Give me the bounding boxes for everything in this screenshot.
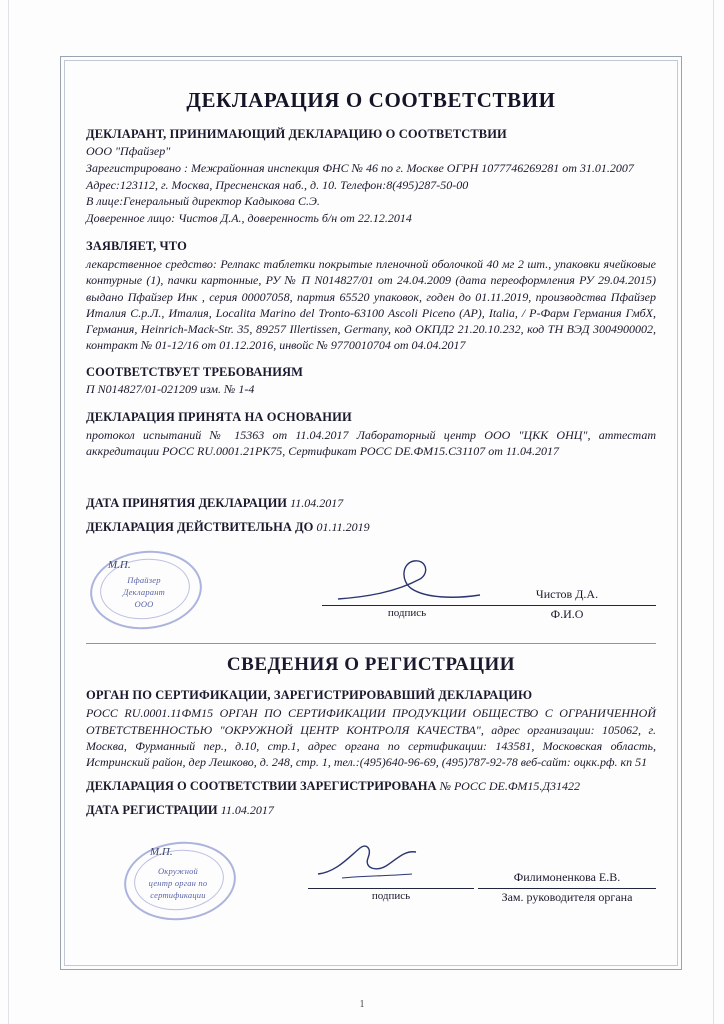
declares-heading: ЗАЯВЛЯЕТ, ЧТО [86, 239, 187, 254]
reg-stamp-line-3: сертификации [150, 890, 206, 901]
declarant-heading: ДЕКЛАРАНТ, ПРИНИМАЮЩИЙ ДЕКЛАРАЦИЮ О СООТВЕТСТВИИ [86, 127, 507, 141]
valid-until-row [86, 520, 656, 535]
declarant-trustee: Доверенное лицо: Чистов Д.А., доверенность б/н от 22.12.2014 [86, 211, 412, 226]
registered-row [86, 779, 656, 794]
signer-role: Ф.И.О [550, 607, 584, 622]
registered-value: № РОСС DE.ФМ15.Д31422 [439, 779, 581, 794]
declarant-person: В лице:Генеральный директор Кадыкова С.Э. [86, 194, 320, 209]
reg-stamp-line-2: центр орган по [148, 878, 208, 889]
date-accepted-value: 11.04.2017 [290, 496, 344, 511]
organ-heading: ОРГАН ПО СЕРТИФИКАЦИИ, ЗАРЕГИСТРИРОВАВШИЙ ДЕКЛАРАЦИЮ [86, 688, 533, 703]
registration-signer-role: Зам. руководителя органа [501, 890, 633, 905]
conforms-heading: СООТВЕТСТВУЕТ ТРЕБОВАНИЯМ [86, 365, 304, 380]
registration-signature-row [86, 842, 656, 916]
reg-date-value: 11.04.2017 [220, 803, 274, 818]
signature-mark [334, 553, 484, 607]
accepted-heading: ДЕКЛАРАЦИЯ ПРИНЯТА НА ОСНОВАНИИ [86, 410, 352, 425]
scan-edge-left [8, 0, 9, 1024]
declarant-block [86, 127, 656, 227]
registration-signature-caption: подпись [371, 890, 411, 903]
reg-date-label: ДАТА РЕГИСТРАЦИИ [86, 803, 218, 818]
page-number: 1 [359, 999, 365, 1010]
valid-until-value: 01.11.2019 [316, 520, 370, 535]
declares-block [86, 239, 656, 353]
signer-name: Чистов Д.А. [535, 587, 599, 602]
stamp-line-3: ООО [134, 599, 154, 610]
signature-caption: подпись [387, 607, 427, 620]
stamp-line-1: Пфайзер [127, 575, 161, 586]
stamp-mp-label: М.П. [108, 559, 131, 572]
registration-signature-mark [312, 838, 432, 884]
date-accepted-row [86, 496, 656, 511]
registration-signer-line [478, 888, 656, 889]
organ-text: РОСС RU.0001.11ФМ15 ОРГАН ПО СЕРТИФИКАЦИИ ПРОДУКЦИИ ОБЩЕСТВО С ОГРАНИЧЕННОЙ ОТВЕТСТВЕННОСТЬЮ "ОКРУЖНОЙ ЦЕНТР КОНТРОЛЯ КАЧЕСТВА", адрес организации: 105062, г. Москва, Фурманный пер., д.10, стр.1, адрес органа по сертификации: 143581, Московская область, Истринский район, дер Лешково, д. 248, стр. 1, тел.:(495)640-96-69, (495)787-92-78 веб-сайт: оцкк.рф. кп 51 [86, 706, 656, 770]
reg-stamp-line-1: Окружной [157, 866, 199, 877]
signer-line [478, 605, 656, 606]
registration-organ-block [86, 688, 656, 770]
declaration-signature-row [86, 553, 656, 627]
scan-edge-right [713, 0, 714, 1024]
conforms-text: П N014827/01-021209 изм. № 1-4 [86, 382, 255, 397]
stamp-line-2: Декларант [122, 587, 166, 598]
document-content [86, 78, 656, 916]
date-accepted-label: ДАТА ПРИНЯТИЯ ДЕКЛАРАЦИИ [86, 496, 288, 511]
reg-stamp-mp-label: М.П. [150, 846, 173, 859]
registered-label: ДЕКЛАРАЦИЯ О СООТВЕТСТВИИ ЗАРЕГИСТРИРОВАНА [86, 779, 437, 794]
declarant-stamp [82, 545, 206, 631]
section-divider [86, 643, 656, 644]
accepted-text: протокол испытаний № 15363 от 11.04.2017 Лабораторный центр ООО "ЦКК ОНЦ", аттестат аккредитации РОСС RU.0001.21РК75, Сертификат РОСС DE.ФМ15.С31107 от 11.04.2017 [86, 428, 656, 459]
registration-title: СВЕДЕНИЯ О РЕГИСТРАЦИИ [226, 654, 516, 676]
declarant-address: Адрес:123112, г. Москва, Пресненская наб., д. 10. Телефон:8(495)287-50-00 [86, 177, 469, 192]
valid-until-label: ДЕКЛАРАЦИЯ ДЕЙСТВИТЕЛЬНА ДО [86, 520, 314, 535]
conformance-block [86, 365, 656, 459]
declarant-name: ООО "Пфайзер" [86, 144, 171, 158]
registration-signer-name: Филимоненкова Е.В. [513, 870, 621, 885]
declarant-registration: Зарегистрировано : Межрайонная инспекция ФНС № 46 по г. Москве ОГРН 1077746269281 от 31.01.2007 [86, 160, 634, 175]
dates-block [86, 496, 656, 535]
registration-stamp [116, 836, 240, 922]
page-title: ДЕКЛАРАЦИЯ О СООТВЕТСТВИИ [186, 88, 556, 112]
signature-line [322, 605, 492, 606]
reg-date-row [86, 803, 656, 818]
registration-signature-line [308, 888, 474, 889]
product-description: лекарственное средство: Релпакс таблетки покрытые пленочной оболочкой 40 мг 2 шт., упаковки ячейковые контурные (1), пачки картонные, РУ № П N014827/01 от 24.04.2009 (дата переоформления РУ 29.04.2015) выдано Пфайзер Инк , серия 00007058, партия 65520 упаковок, годен до 01.11.2019, производства Пфайзер Италия С.р.Л., Италия, Localita Marino del Tronto-63100 Ascoli Piceno (AP), Italia, / Р-Фарм Германия ГмбХ, Германия, Heinrich-Mack-Str. 35, 89257 Illertissen, Germany, код ОКПД2 21.20.10.232, код ТН ВЭД 3004900002, контракт № 01-12/16 от 01.12.2016, инвойс № 9770010704 от 04.04.2017 [86, 257, 656, 353]
